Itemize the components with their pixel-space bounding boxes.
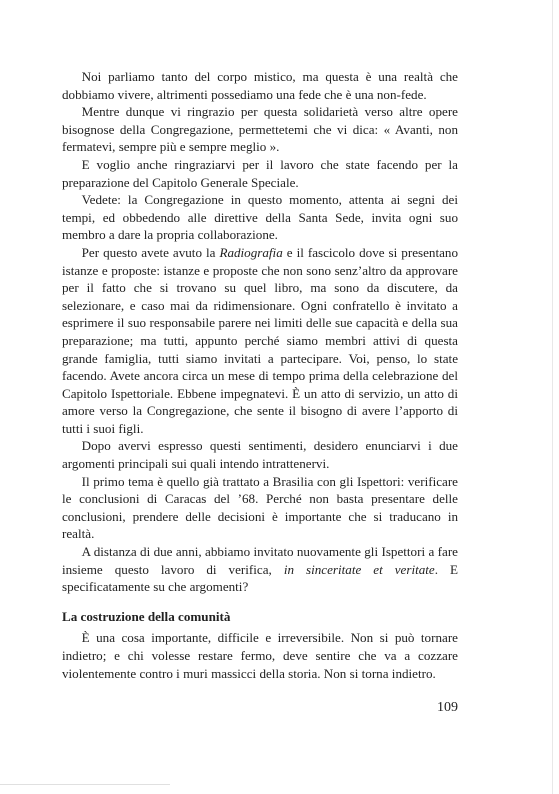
distanza-text-before: A distanza di due anni, abbiamo invitato nuovamente gli Ispettori a fare insieme questo lavoro di verifica, xyxy=(62,544,458,577)
radiografia-text-after: e il fascicolo dove si presentano istanze e proposte: istanze e proposte che non sono senz’altro da approvare per il fatto che si trovano su quel libro, ma sono da discutere, da selezionare, e caso mai da ridimensionare. Ogni confratello è invitato a esprimere il suo responsabile parere nei limiti delle sue capacità e della sua preparazione; ma tutti, appunto perché siamo membri attivi di questa grande famiglia, tutti siamo invitati a partecipare. Voi, penso, lo state facendo. Avete ancora circa un mese di tempo prima della celebrazione del Capitolo Ispettoriale. Ebbene impegnatevi. È un atto di servizio, un atto di amore verso la Congregazione, che sente il bisogno di avere l’apporto di tutti i suoi figli. xyxy=(62,244,459,436)
section-title: La costruzione della comunità xyxy=(62,608,231,624)
radiografia-text-before: Per questo avete avuto la xyxy=(81,244,220,260)
paragraph-corpo-mistico: Noi parliamo tanto del corpo mistico, ma questa è una realtà che dobbiamo vivere, altrimenti possediamo una fede che è una non-fede. xyxy=(62,69,458,102)
distanza-italic: in sinceritate et veritate xyxy=(283,561,435,577)
paragraph-distanza xyxy=(62,543,458,596)
paragraph-costruzione: È una cosa importante, difficile e irreversibile. Non si può tornare indietro; e chi volesse restare fermo, deve sentire che va a cozzare violentemente contro i muri massicci della storia. Non si torna indietro. xyxy=(62,630,458,681)
page-body xyxy=(62,68,458,682)
paragraph-vedete: Vedete: la Congregazione in questo momento, attenta ai segni dei tempi, ed obbedendo alle direttive della Santa Sede, invita ogni suo membro a dare la propria collaborazione. xyxy=(62,192,458,243)
distanza-text-after: . E specificatamente su che argomenti? xyxy=(62,561,458,595)
radiografia-italic: Radiografia xyxy=(219,244,283,260)
page-edge-shadow xyxy=(552,0,553,794)
bottom-edge-mark xyxy=(0,784,170,785)
paragraph-radiografia xyxy=(62,244,458,438)
paragraph-capitolo: E voglio anche ringraziarvi per il lavoro che state facendo per la preparazione del Capitolo Generale Speciale. xyxy=(62,156,458,190)
paragraph-primo-tema: Il primo tema è quello già trattato a Brasilia con gli Ispettori: verificare le conclusioni di Caracas del ’68. Perché non basta presentare delle conclusioni, prendere delle decisioni è importante che si traducano in realtà. xyxy=(62,473,458,542)
paragraph-ringrazio: Mentre dunque vi ringrazio per questa solidarietà verso altre opere bisognose della Congregazione, permettetemi che vi dica: « Avanti, non fermatevi, sempre più e sempre meglio ». xyxy=(62,104,458,155)
paragraph-argomenti: Dopo avervi espresso questi sentimenti, desidero enunciarvi i due argomenti principali sui quali intendo intrattenervi. xyxy=(62,438,458,472)
page-number: 109 xyxy=(437,700,458,715)
